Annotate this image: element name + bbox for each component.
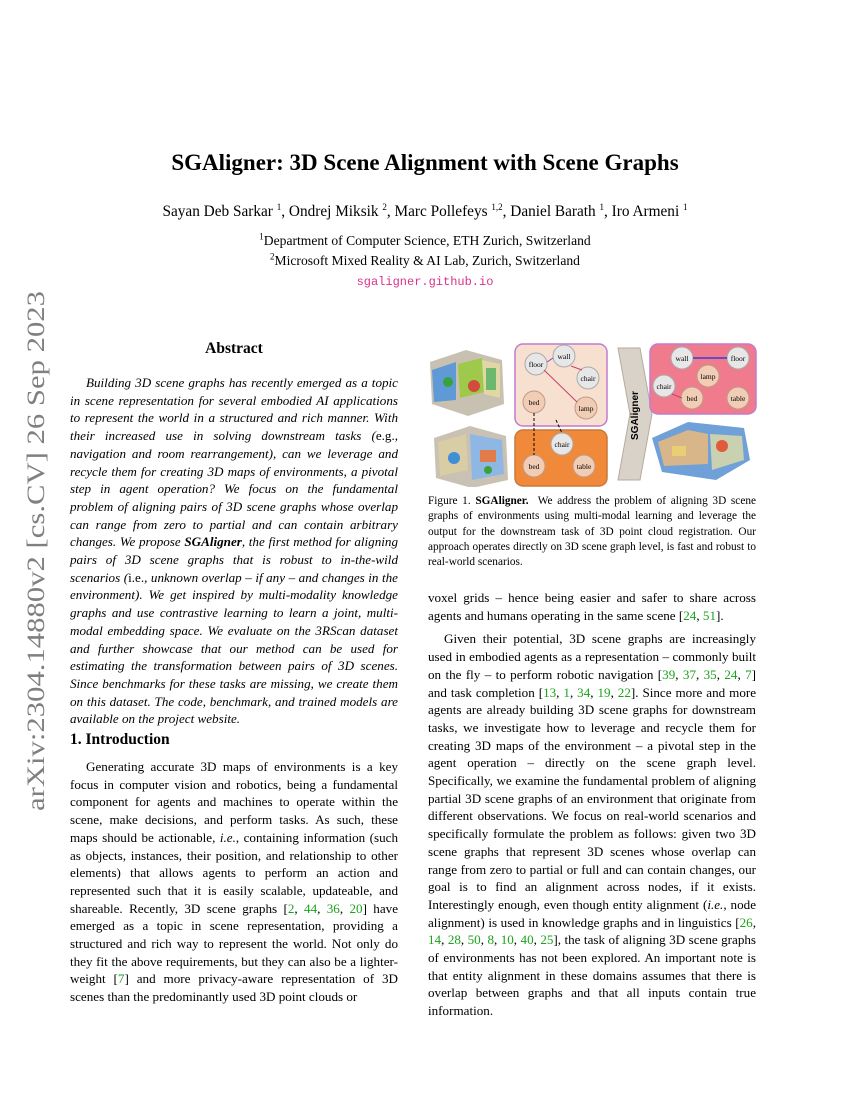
graph-node: lamp — [578, 404, 594, 413]
graph-node: lamp — [700, 372, 716, 381]
graph-node: table — [576, 462, 592, 471]
citation-link[interactable]: 34 — [577, 684, 591, 700]
citation-link[interactable]: 28 — [447, 932, 461, 948]
citation-link[interactable]: 7 — [117, 971, 125, 987]
citation-link[interactable]: 19 — [597, 684, 611, 700]
citation-link[interactable]: 26 — [739, 914, 753, 930]
point-cloud-bottom-icon — [434, 426, 508, 487]
paper-title: SGAligner: 3D Scene Alignment with Scene Graphs — [171, 150, 679, 175]
citation-link[interactable]: 8 — [487, 932, 494, 948]
citation-link[interactable]: 40 — [520, 932, 534, 948]
section-heading-introduction: 1. Introduction — [70, 731, 170, 748]
graph-node: bed — [528, 398, 540, 407]
author: Daniel Barath — [510, 203, 596, 220]
graph-node: table — [730, 394, 746, 403]
graph-node: wall — [557, 352, 571, 361]
method-name: SGAligner — [184, 534, 242, 550]
graph-node: floor — [730, 354, 746, 363]
author: Iro Armeni — [611, 203, 680, 220]
author: Ondrej Miksik — [288, 203, 379, 220]
intro-paragraph: Generating accurate 3D maps of environments is a key focus in computer vision and robotics, being a fundamental component for agents and machines to operate within the scene, make decisions, and perform tasks. As such, these maps should be actionable, i.e., containing information (such as objects, instances, their position, and relationship to other elements) that allows agents to perform an action and represented such that it is easily scalable, updateable, and shareable. Recently, 3D scene graphs [2, 44, 36, 20] have emerged as a topic in scene representation, providing a structured and rich way to represent the world. Not only do they fit the above requirements, but they can also be a lighter-weight [7] and more privacy-aware representation of 3D scenes than the predominantly used 3D point clouds or — [70, 759, 399, 1005]
citation-link[interactable]: 39 — [662, 666, 676, 682]
author: Marc Pollefeys — [394, 203, 488, 220]
author: Sayan Deb Sarkar — [162, 203, 273, 220]
affiliation-1: $^1$Department of Computer Science, ETH Zurich, Switzerland — [259, 231, 591, 248]
graph-node: chair — [580, 374, 596, 383]
citation-link[interactable]: 10 — [500, 932, 514, 948]
citation-link[interactable]: 51 — [702, 607, 716, 623]
citation-link[interactable]: 7 — [745, 666, 752, 682]
citation-link[interactable]: 37 — [682, 666, 696, 682]
arxiv-stamp-text: arXiv:2304.14880v2 [cs.CV] 26 Sep 2023 — [23, 387, 50, 811]
arxiv-stamp — [8, 291, 58, 811]
right-column-text: voxel grids – hence being easier and safer to share across agents and humans operating in the same scene [24, 51]. Given their potential, 3D scene graphs are increasingly used in embodied agents as a representation – commonly built on the fly – to perform robotic navigation [39, 37, 35, 24, 7] and task completion [13, 1, 34, 19, 22]. Since more and more agents are already building 3D scene graphs for downstream tasks, we investigate how to leverage and recycle them for creating 3D maps of the environment – a pivotal step in the agent operation – directly on the scene graph level. Specifically, we examine the fundamental problem of aligning partial 3D scene graphs of an environment that originate from different observations. We focus on real-world scenarios and specifically formulate the problem as follows: given two 3D scene graphs that represent 3D scenes whose overlap can range from zero to partial or full and can contain changes, our goal is to find an alignment across nodes, if it exists. Interestingly enough, even though entity alignment (i.e., node alignment) is used in knowledge graphs and in linguistics [26, 14, 28, 50, 8, 10, 40, 25], the task of aligning 3D scene graphs of environments has not been explored. An important note is that entity alignment in these domains assumes that there is overlap between graphs and that all inputs contain true information. — [428, 590, 757, 1019]
sgaligner-arrow-label: SGAligner — [630, 391, 641, 440]
graph-node: wall — [675, 354, 689, 363]
citation-link[interactable]: 1 — [563, 684, 570, 700]
graph-node: bed — [528, 462, 540, 471]
citation-link[interactable]: 50 — [467, 932, 481, 948]
figure-1 — [426, 342, 758, 487]
citation-link[interactable]: 20 — [349, 900, 363, 916]
graph-node: chair — [554, 440, 570, 449]
abstract-text: Building 3D scene graphs has recently emerged as a topic in scene representation for several embodied AI applications to represent the world in a structured and rich manner. With their increased use in solving downstream tasks (e.g., navigation and room rearrangement), can we leverage and recycle them for creating 3D maps of environments, a pivotal step in agent operation? We focus on the fundamental problem of aligning pairs of 3D scene graphs whose overlap can range from zero to partial and can contain arbitrary changes. We propose SGAligner, the first method for aligning pairs of 3D scene graphs that is robust to in-the-wild scenarios (i.e., unknown overlap – if any – and changes in the environment). We get inspired by multi-modality knowledge graphs and use contrastive learning to learn a joint, multi-modal embedding space. We evaluate on the 3RScan dataset and further showcase that our method can be used for estimating the transformation between pairs of 3D scenes. Since benchmarks for these tasks are missing, we create them on this dataset. The code, benchmark, and trained models are available on the project website. — [70, 375, 398, 727]
graph-node: bed — [686, 394, 698, 403]
citation-link[interactable]: 24 — [724, 666, 738, 682]
citation-link[interactable]: 44 — [304, 900, 318, 916]
citation-link[interactable]: 22 — [617, 684, 631, 700]
figure-label: Figure 1. — [428, 495, 471, 507]
figure-1-graphic — [426, 342, 758, 487]
citation-link[interactable]: 14 — [428, 932, 442, 948]
affiliation-2: $^2$Microsoft Mixed Reality & AI Lab, Zurich, Switzerland — [270, 251, 580, 268]
citation-link[interactable]: 2 — [287, 900, 295, 916]
project-url-link[interactable]: sgaligner.github.io — [356, 275, 494, 289]
graph-node: floor — [528, 360, 544, 369]
figure-1-caption: Figure 1. SGAligner. We address the problem of aligning 3D scene graphs of environments using multi-modal learning and leverage the output for the downstream task of 3D point cloud registration. Our approach operates directly on 3D scene graph level, is fast and robust to real-world scenarios. — [428, 495, 756, 569]
abstract-heading: Abstract — [205, 340, 263, 357]
citation-link[interactable]: 24 — [683, 607, 697, 623]
citation-link[interactable]: 25 — [540, 932, 554, 948]
citation-link[interactable]: 35 — [703, 666, 717, 682]
citation-link[interactable]: 13 — [543, 684, 557, 700]
author-list: Sayan Deb Sarkar $^1$, Ondrej Miksik $^2$, Marc Pollefeys $^{1,2}$, Daniel Barath $^1$, Iro Armeni $^1$ — [162, 201, 688, 220]
registered-point-cloud-icon — [652, 422, 750, 480]
graph-node: chair — [656, 382, 672, 391]
citation-link[interactable]: 36 — [326, 900, 340, 916]
point-cloud-top-icon — [430, 350, 504, 416]
